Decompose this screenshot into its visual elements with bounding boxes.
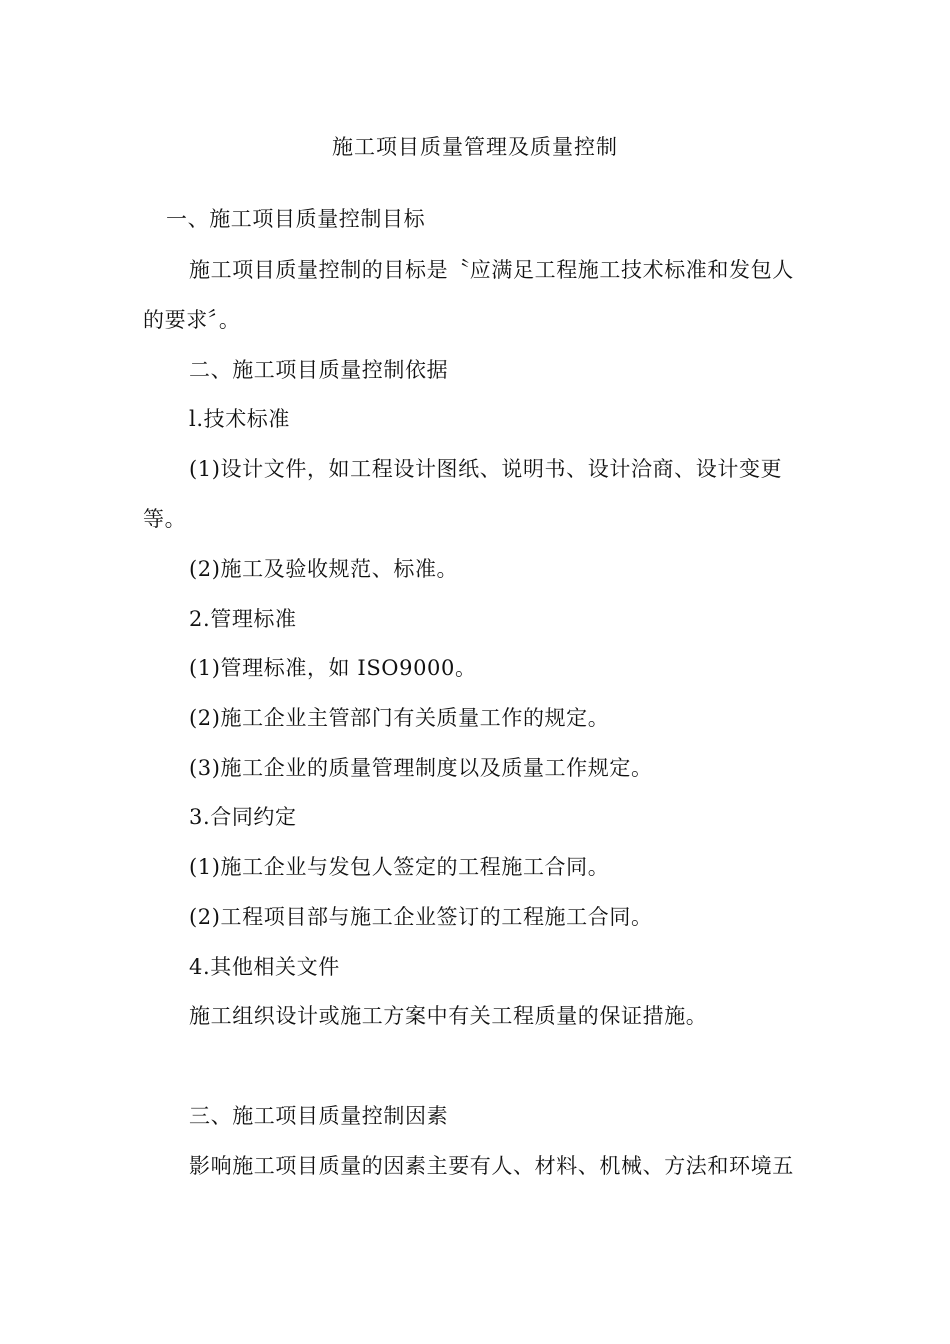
list-item: (1)施工企业与发包人签定的工程施工合同。	[189, 855, 610, 879]
list-item: (1)设计文件，如工程设计图纸、说明书、设计洽商、设计变更	[189, 457, 783, 481]
section-heading-2: 二、施工项目质量控制依据	[189, 358, 449, 382]
paragraph-line: 施工项目质量控制的目标是〝应满足工程施工技术标准和发包人	[189, 258, 794, 282]
section-heading-1: 一、施工项目质量控制目标	[166, 207, 426, 231]
paragraph-line: 施工组织设计或施工方案中有关工程质量的保证措施。	[189, 1004, 708, 1028]
list-item-continuation: 等。	[143, 507, 187, 531]
list-item: (2)施工企业主管部门有关质量工作的规定。	[189, 706, 610, 730]
document-title: 施工项目质量管理及质量控制	[332, 135, 618, 159]
list-item: (3)施工企业的质量管理制度以及质量工作规定。	[189, 756, 653, 780]
list-item: (1)管理标准，如 ISO9000。	[189, 656, 477, 680]
subsection-heading: 2.管理标准	[189, 607, 297, 631]
section-heading-3: 三、施工项目质量控制因素	[189, 1104, 449, 1128]
paragraph-line: 的要求〞。	[143, 308, 241, 332]
list-item: (2)工程项目部与施工企业签订的工程施工合同。	[189, 905, 653, 929]
paragraph-line: 影响施工项目质量的因素主要有人、材料、机械、方法和环境五	[189, 1154, 794, 1178]
subsection-heading: 3.合同约定	[189, 805, 297, 829]
subsection-heading: 4.其他相关文件	[189, 955, 340, 979]
subsection-heading: l.技术标准	[189, 407, 290, 431]
list-item: (2)施工及验收规范、标准。	[189, 557, 459, 581]
